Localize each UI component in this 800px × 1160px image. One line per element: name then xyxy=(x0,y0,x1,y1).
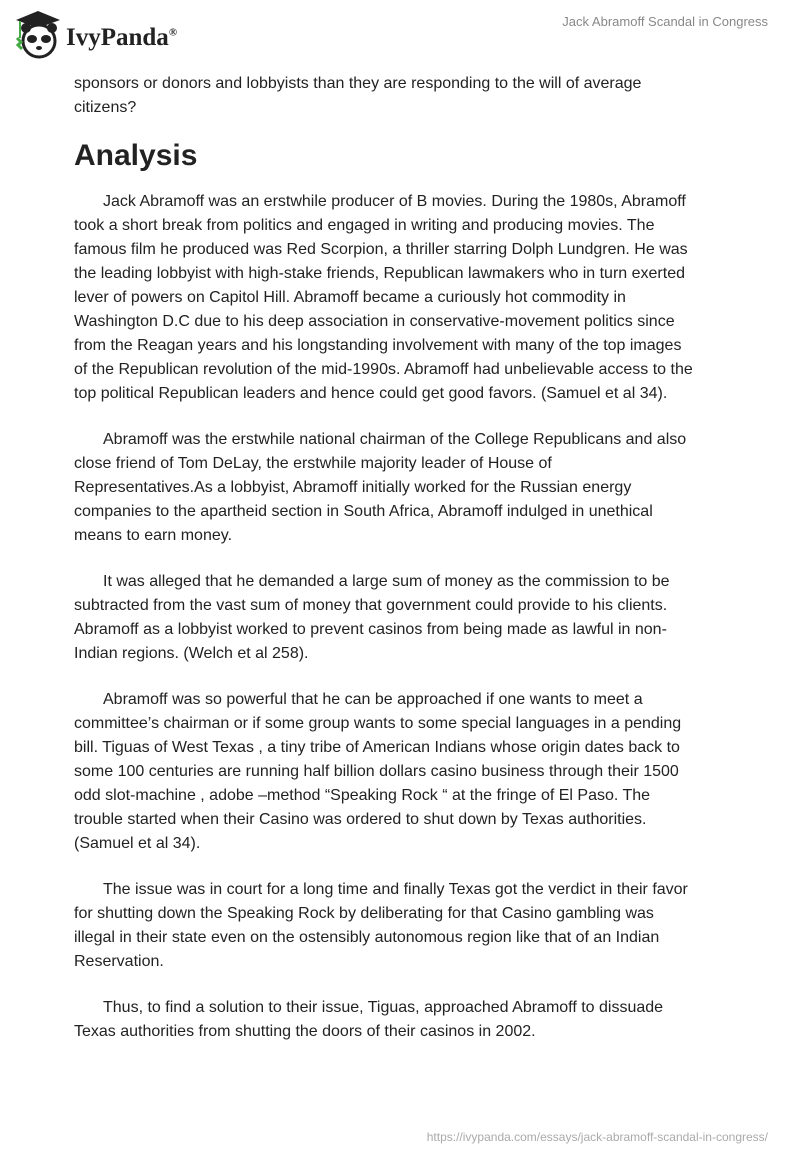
text-line: the leading lobbyist with high-stake friends, Republican lawmakers who in turn exerted xyxy=(74,265,685,282)
source-url[interactable]: https://ivypanda.com/essays/jack-abramoff-scandal-in-congress/ xyxy=(426,1130,768,1144)
intro-paragraph xyxy=(74,72,754,120)
brand-name: IvyPanda® xyxy=(66,24,178,51)
text-line: famous film he produced was Red Scorpion, a thriller starring Dolph Lundgren. He was xyxy=(74,241,688,258)
text-line: (Samuel et al 34). xyxy=(74,835,201,852)
section-heading: Analysis xyxy=(74,139,198,172)
text-line: Washington D.C due to his deep association in conservative-movement politics since xyxy=(74,313,675,330)
text-line: Reservation. xyxy=(74,953,164,970)
text-line: Representatives.As a lobbyist, Abramoff initially worked for the Russian energy xyxy=(74,479,632,496)
text-line: close friend of Tom DeLay, the erstwhile majority leader of House of xyxy=(74,455,552,472)
paragraph xyxy=(74,996,754,1044)
text-line: bill. Tiguas of West Texas , a tiny tribe of American Indians whose origin dates back to xyxy=(74,739,680,756)
text-line: subtracted from the vast sum of money that government could provide to his clients. xyxy=(74,597,668,614)
text-line: took a short break from politics and engaged in writing and producing movies. The xyxy=(74,217,655,234)
text-line: of the Republican revolution of the mid-1990s. Abramoff had unbelievable access to the xyxy=(74,361,693,378)
paragraph xyxy=(74,878,754,974)
text-line: The issue was in court for a long time and finally Texas got the verdict in their favor xyxy=(103,881,688,898)
text-line: Indian regions. (Welch et al 258). xyxy=(74,645,309,662)
paragraph xyxy=(74,688,754,856)
text-line: top political Republican leaders and hence could get good favors. (Samuel et al 34). xyxy=(74,385,668,402)
text-line: Texas authorities from shutting the doors of their casinos in 2002. xyxy=(74,1023,536,1040)
text-line: Abramoff as a lobbyist worked to prevent casinos from being made as lawful in non- xyxy=(74,621,667,638)
text-line: means to earn money. xyxy=(74,527,233,544)
text-line: companies to the apartheid section in South Africa, Abramoff indulged in unethical xyxy=(74,503,653,520)
text-line: sponsors or donors and lobbyists than they are responding to the will of average xyxy=(74,75,642,92)
text-line: Abramoff was so powerful that he can be approached if one wants to meet a xyxy=(103,691,643,708)
ivypanda-logo[interactable] xyxy=(12,8,177,60)
paragraph xyxy=(74,190,754,406)
text-line: odd slot-machine , adobe –method “Speaking Rock “ at the fringe of El Paso. The xyxy=(74,787,651,804)
essay-body xyxy=(74,72,754,1066)
text-line: illegal in their state even on the ostensibly autonomous region like that of an Indian xyxy=(74,929,660,946)
text-line: some 100 centuries are running half billion dollars casino business through their 1500 xyxy=(74,763,679,780)
text-line: Jack Abramoff was an erstwhile producer of B movies. During the 1980s, Abramoff xyxy=(103,193,686,210)
text-line: Abramoff was the erstwhile national chairman of the College Republicans and also xyxy=(103,431,687,448)
document-title: Jack Abramoff Scandal in Congress xyxy=(562,14,768,29)
paragraph xyxy=(74,428,754,548)
text-line: committee’s chairman or if some group wants to some special languages in a pending xyxy=(74,715,682,732)
text-line: It was alleged that he demanded a large sum of money as the commission to be xyxy=(103,573,670,590)
text-line: lever of powers on Capitol Hill. Abramoff became a curiously hot commodity in xyxy=(74,289,626,306)
text-line: citizens? xyxy=(74,99,137,116)
text-line: trouble started when their Casino was ordered to shut down by Texas authorities. xyxy=(74,811,647,828)
text-line: from the Reagan years and his longstanding involvement with many of the top images xyxy=(74,337,682,354)
text-line: Thus, to find a solution to their issue, Tiguas, approached Abramoff to dissuade xyxy=(103,999,664,1016)
panda-graduate-icon xyxy=(12,8,64,60)
text-line: for shutting down the Speaking Rock by deliberating for that Casino gambling was xyxy=(74,905,654,922)
paragraph xyxy=(74,570,754,666)
